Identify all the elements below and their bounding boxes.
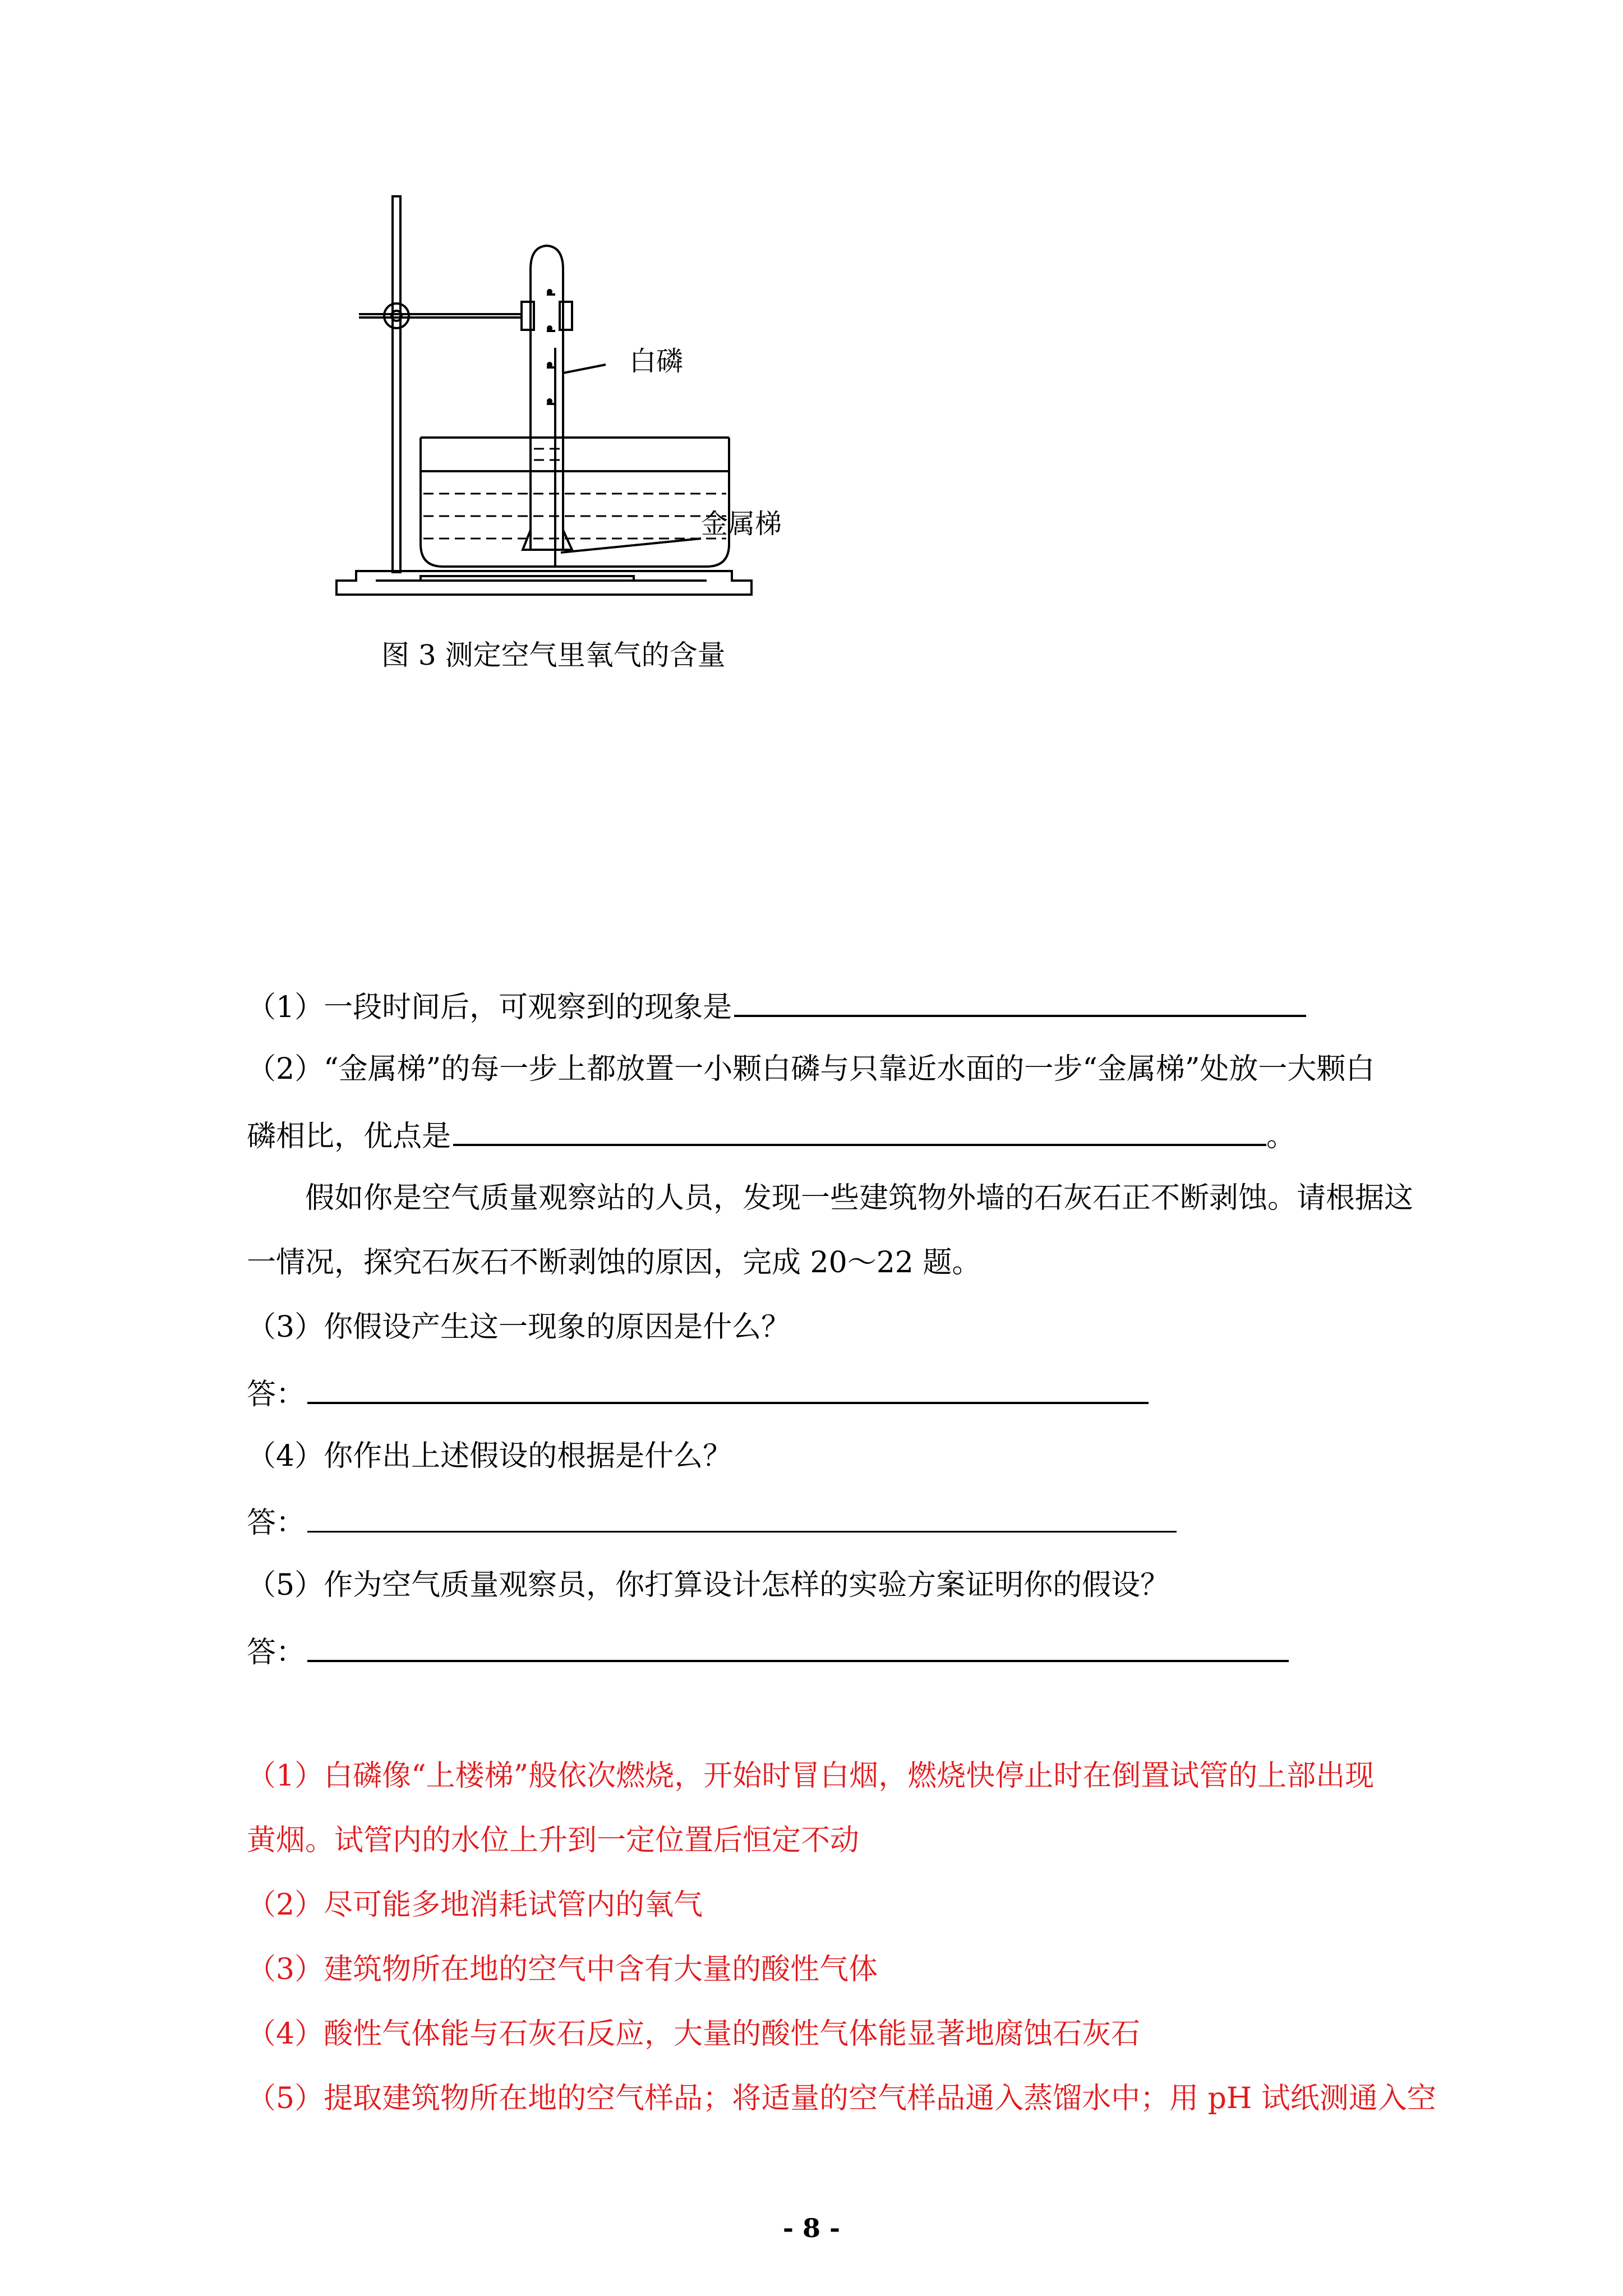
answer-blank-3	[307, 1377, 1149, 1404]
label-metal-ladder: 金属梯	[701, 508, 782, 540]
answer-2: （2）尽可能多地消耗试管内的氧气	[247, 1888, 703, 1922]
apparatus-drawing	[314, 180, 763, 606]
label-white-phosphorus: 白磷	[629, 346, 684, 377]
question-3: （3）你假设产生这一现象的原因是什么？	[247, 1310, 791, 1344]
test-tube	[531, 246, 563, 550]
answer-blank-5	[307, 1635, 1289, 1662]
question-5: （5）作为空气质量观察员，你打算设计怎样的实验方案证明你的假设？	[247, 1568, 1170, 1602]
question-4: （4）你作出上述假设的根据是什么？	[247, 1439, 732, 1473]
answer-blank-1	[734, 990, 1306, 1017]
answer-line-3: 答：	[247, 1377, 1149, 1409]
answer-blank-2	[453, 1119, 1266, 1146]
question-2-line-2: 磷相比，优点是 。	[247, 1120, 1296, 1153]
stand-base	[336, 571, 751, 595]
answer-line-5: 答：	[247, 1635, 1289, 1667]
question-1: （1）一段时间后，可观察到的现象是	[247, 990, 1306, 1022]
answer-1-line-1: （1）白磷像“上楼梯”般依次燃烧，开始时冒白烟，燃烧快停止时在倒置试管的上部出现	[247, 1759, 1375, 1793]
answer-1-line-2: 黄烟。试管内的水位上升到一定位置后恒定不动	[247, 1824, 860, 1857]
answer-5: （5）提取建筑物所在地的空气样品；将适量的空气样品通入蒸馏水中；用 pH 试纸测通入空	[247, 2082, 1436, 2115]
figure-caption: 图 3 测定空气里氧气的含量	[381, 639, 726, 671]
apparatus-figure	[314, 180, 782, 606]
answer-line-4: 答：	[247, 1506, 1177, 1538]
stand-rod	[393, 196, 400, 572]
question-2-line-1: （2）“金属梯”的每一步上都放置一小颗白磷与只靠近水面的一步“金属梯”处放一大颗白	[247, 1052, 1375, 1086]
intro-line-2: 一情况，探究石灰石不断剥蚀的原因，完成 20～22 题。	[247, 1246, 981, 1280]
answer-3: （3）建筑物所在地的空气中含有大量的酸性气体	[247, 1953, 878, 1986]
intro-line-1: 假如你是空气质量观察站的人员，发现一些建筑物外墙的石灰石正不断剥蚀。请根据这	[305, 1181, 1414, 1215]
page-number: - 8 -	[782, 2213, 841, 2243]
answer-blank-4	[307, 1506, 1177, 1533]
water-trough	[421, 438, 729, 567]
answer-4: （4）酸性气体能与石灰石反应，大量的酸性气体能显著地腐蚀石灰石	[247, 2017, 1141, 2051]
